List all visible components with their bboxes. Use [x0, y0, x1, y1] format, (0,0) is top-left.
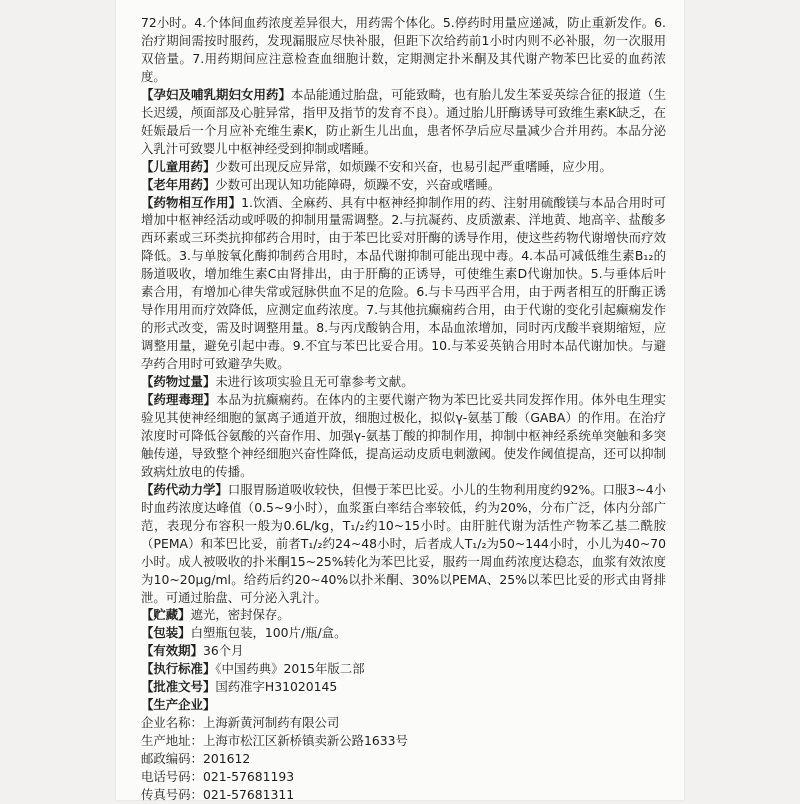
- section-pregnancy: 【孕妇及哺乳期妇女用药】本品能通过胎盘，可能致畸，也有胎儿发生苯妥英综合征的报道（生长迟缓，颅面部及心脏异常，指甲及指节的发育不良）。通过胎儿肝酶诱导可致维生素K缺乏，在妊娠最后一个月应补充维生素K，防止新生儿出血，患者怀孕后应尽量减少合并用药。本品分泌入乳汁可致婴儿中枢神经受到抑制或嗜睡。: [141, 86, 667, 156]
- section-standard: 【执行标准】《中国药典》2015年版二部: [141, 661, 365, 677]
- company-phone: 电话号码：021-57681193: [141, 769, 295, 785]
- section-geriatric: 【老年用药】少数可出现认知功能障碍，烦躁不安，兴奋或嗜睡。: [141, 176, 501, 192]
- section-pediatric: 【儿童用药】少数可出现反应异常，如烦躁不安和兴奋，也易引起严重嗜睡，应少用。: [141, 158, 612, 174]
- section-overdose: 【药物过量】未进行该项实验且无可靠参考文献。: [141, 374, 414, 390]
- section-pharmacology: 【药理毒理】本品为抗癫痫药。在体内的主要代谢产物为苯巴比妥共同发挥作用。体外电生理实验见其使神经细胞的氯离子通道开放，细胞过极化，拟似γ-氨基丁酸（GABA）的作用。在治疗浓度时可降低谷氨酸的兴奋作用、加强γ-氨基丁酸的抑制作用，抑制中枢神经系统单突触和多突触传递，导致整个神经细胞兴奋性降低，提高运动皮质电刺激阈。使发作阈值提高，还可以抑制致病灶放电的传播。: [141, 392, 667, 479]
- section-shelf-life: 【有效期】36个月: [141, 643, 244, 659]
- company-fax: 传真号码：021-57681311: [141, 786, 295, 802]
- company-address: 生产地址：上海市松江区新桥镇卖新公路1633号: [141, 733, 408, 749]
- company-postcode: 邮政编码：201612: [141, 751, 251, 767]
- section-interactions: 【药物相互作用】1.饮酒、全麻药、具有中枢神经抑制作用的药、注射用硫酸镁与本品合用时可增加中枢神经活动或呼吸的抑制用量需调整。2.与抗凝药、皮质激素、洋地黄、地高辛、盐酸多西环素或三环类抗抑郁药合用时，由于苯巴比妥对肝酶的诱导作用，使这些药物代谢增快而疗效降低。3.与单胺氧化酶抑制药合用时，本品代谢抑制可能出现中毒。4.本品可减低维生素B₁₂的肠道吸收，增加维生素C由肾排出，由于肝酶的正诱导，可使维生素D代谢加快。5.与垂体后叶素合用，有增加心律失常或冠脉供血不足的危险。6.与卡马西平合用，由于两者相互的肝酶正诱导作用用而疗效降低，应测定血药浓度。7.与其他抗癫痫药合用，由于代谢的变化引起癫痫发作的形式改变，需及时调整用量。8.与丙戊酸钠合用，本品血浓增加，同时丙戊酸半衰期缩短，应调整用量，避免引起中毒。9.不宜与苯巴比妥合用。10.与苯妥英钠合用时本品代谢加快。与避孕药合用时可致避孕失败。: [141, 194, 667, 372]
- section-packaging: 【包装】白塑瓶包装，100片/瓶/盒。: [141, 625, 347, 641]
- company-name: 企业名称：上海新黄河制药有限公司: [141, 715, 340, 731]
- leaflet-text: [141, 14, 666, 804]
- section-storage: 【贮藏】遮光，密封保存。: [141, 607, 290, 623]
- section-pharmacokinetics: 【药代动力学】口服胃肠道吸收较快，但慢于苯巴比妥。小儿的生物利用度约92%。口服3~4小时血药浓度达峰值（0.5~9小时），血浆蛋白率结合率较低，约为20%，分布广泛，体内分部广范，表现分布容积一般为0.6L/kg，T₁/₂约10~15小时。由肝脏代谢为活性产物苯乙基二酰胺（PEMA）和苯巴比妥，前者T₁/₂约24~48小时，后者成人T₁/₂为50~144小时，小儿为40~70小时。成人被吸收的扑米酮15~25%转化为苯巴比妥，服药一周血药浓度达稳态，血浆有效浓度为10~20μg/ml。给药后约20~40%以扑米酮、30%以PEMA、25%以苯巴比妥的形式由肾排泄。可通过胎盘、可分泌入乳汁。: [141, 481, 666, 605]
- section-precautions-continued: 72小时。4.个体间血药浓度差异很大，用药需个体化。5.停药时用量应递减，防止重新发作。6.治疗期间需按时服药，发现漏服应尽快补服，但距下次给药前1小时内则不必补服，勿一次服用双倍量。7.用药期间应注意检查血细胞计数，定期测定扑米酮及其代谢产物苯巴比妥的血药浓度。: [141, 15, 666, 84]
- section-manufacturer: 【生产企业】: [141, 697, 216, 713]
- section-approval-number: 【批准文号】国药准字H31020145: [141, 679, 338, 695]
